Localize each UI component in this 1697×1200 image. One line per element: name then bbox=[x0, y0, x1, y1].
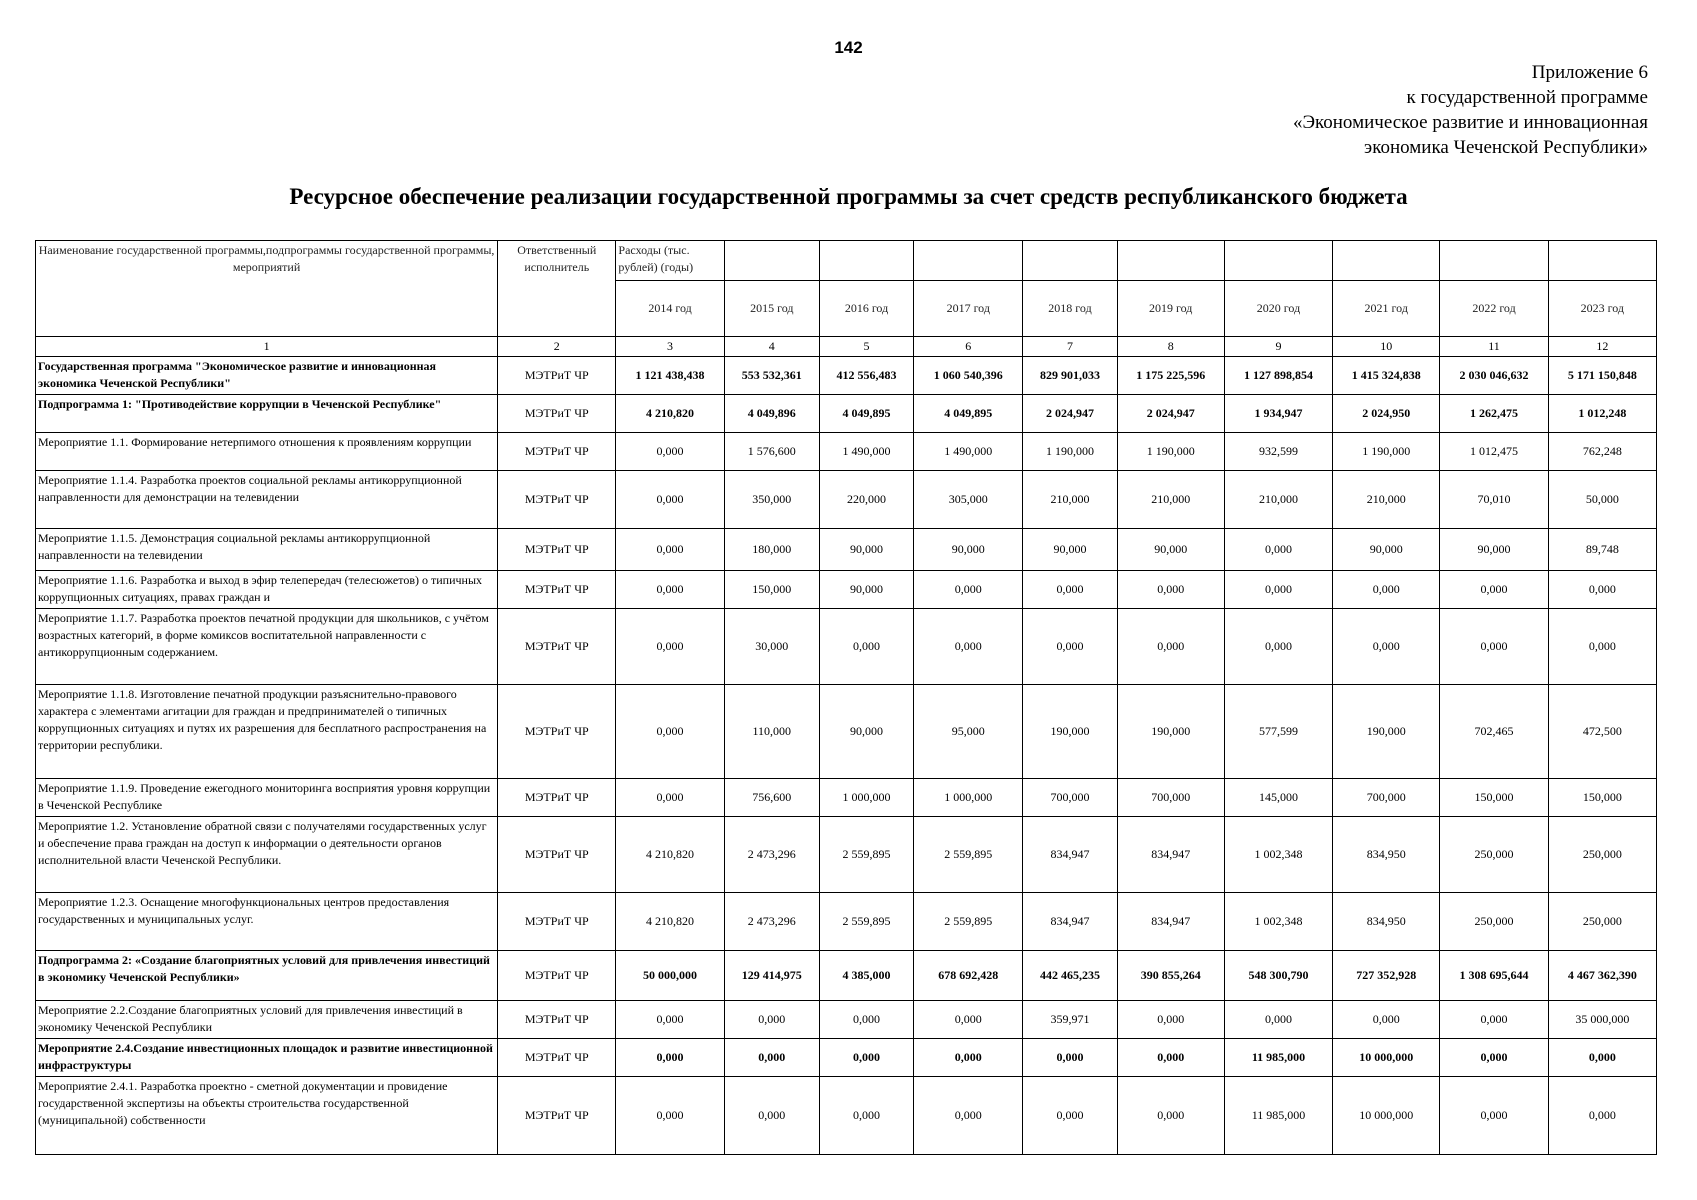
row-value: 0,000 bbox=[1023, 1077, 1117, 1155]
column-number: 1 bbox=[36, 337, 498, 357]
table-row bbox=[36, 685, 1657, 779]
row-value: 0,000 bbox=[819, 609, 913, 685]
header-empty-cell bbox=[1440, 241, 1548, 281]
table-row bbox=[36, 357, 1657, 395]
row-value: 0,000 bbox=[1023, 1039, 1117, 1077]
row-value: 2 559,895 bbox=[819, 817, 913, 893]
row-name: Мероприятие 1.1.5. Демонстрация социальной рекламы антикоррупционной направленности на телевидении bbox=[36, 529, 498, 571]
row-value: 762,248 bbox=[1548, 433, 1656, 471]
row-value: 350,000 bbox=[724, 471, 819, 529]
table-row bbox=[36, 951, 1657, 1001]
row-value: 0,000 bbox=[1548, 1039, 1656, 1077]
row-value: 1 576,600 bbox=[724, 433, 819, 471]
row-name: Мероприятие 1.1.7. Разработка проектов печатной продукции для школьников, с учётом возрастных категорий, в форме комиксов воспитательной направленности с антикоррупционным содержанием. bbox=[36, 609, 498, 685]
row-value: 1 934,947 bbox=[1224, 395, 1332, 433]
header-year: 2015 год bbox=[724, 281, 819, 337]
row-value: 0,000 bbox=[914, 1039, 1023, 1077]
row-value: 0,000 bbox=[616, 1001, 724, 1039]
row-name: Мероприятие 1.2. Установление обратной связи с получателями государственных услуг и обеспечение права граждан на доступ к информации о деятельности органов исполнительной власти Чеченской Республики. bbox=[36, 817, 498, 893]
row-value: 834,947 bbox=[1117, 893, 1224, 951]
row-executor: МЭТРиТ ЧР bbox=[498, 395, 616, 433]
column-number: 11 bbox=[1440, 337, 1548, 357]
row-executor: МЭТРиТ ЧР bbox=[498, 471, 616, 529]
header-empty-cell bbox=[914, 241, 1023, 281]
row-name: Подпрограмма 1: "Противодействие коррупции в Чеченской Республике" bbox=[36, 395, 498, 433]
row-value: 1 490,000 bbox=[819, 433, 913, 471]
row-executor: МЭТРиТ ЧР bbox=[498, 1039, 616, 1077]
table-row bbox=[36, 1001, 1657, 1039]
row-value: 11 985,000 bbox=[1224, 1077, 1332, 1155]
row-value: 727 352,928 bbox=[1333, 951, 1440, 1001]
header-year: 2019 год bbox=[1117, 281, 1224, 337]
header-expenses: Расходы (тыс. рублей) (годы) bbox=[616, 241, 724, 281]
row-value: 0,000 bbox=[1548, 609, 1656, 685]
row-value: 2 030 046,632 bbox=[1440, 357, 1548, 395]
row-executor: МЭТРиТ ЧР bbox=[498, 433, 616, 471]
header-empty-cell bbox=[724, 241, 819, 281]
column-number: 7 bbox=[1023, 337, 1117, 357]
row-value: 180,000 bbox=[724, 529, 819, 571]
row-value: 11 985,000 bbox=[1224, 1039, 1332, 1077]
document-title: Ресурсное обеспечение реализации государственной программы за счет средств республиканского бюджета bbox=[289, 184, 1408, 209]
header-year: 2021 год bbox=[1333, 281, 1440, 337]
row-executor: МЭТРиТ ЧР bbox=[498, 1077, 616, 1155]
row-name: Мероприятие 2.2.Создание благоприятных условий для привлечения инвестиций в экономику Чеченской Республики bbox=[36, 1001, 498, 1039]
row-value: 1 060 540,396 bbox=[914, 357, 1023, 395]
row-value: 1 190,000 bbox=[1023, 433, 1117, 471]
row-value: 390 855,264 bbox=[1117, 951, 1224, 1001]
row-value: 10 000,000 bbox=[1333, 1077, 1440, 1155]
table-row bbox=[36, 571, 1657, 609]
row-value: 2 024,950 bbox=[1333, 395, 1440, 433]
column-number: 4 bbox=[724, 337, 819, 357]
row-value: 0,000 bbox=[1333, 609, 1440, 685]
row-value: 1 002,348 bbox=[1224, 817, 1332, 893]
row-value: 0,000 bbox=[1440, 1077, 1548, 1155]
row-executor: МЭТРиТ ЧР bbox=[498, 951, 616, 1001]
row-value: 577,599 bbox=[1224, 685, 1332, 779]
row-value: 250,000 bbox=[1548, 893, 1656, 951]
row-value: 1 415 324,838 bbox=[1333, 357, 1440, 395]
row-value: 4 210,820 bbox=[616, 395, 724, 433]
row-value: 0,000 bbox=[1440, 571, 1548, 609]
row-value: 220,000 bbox=[819, 471, 913, 529]
table-row bbox=[36, 529, 1657, 571]
row-executor: МЭТРиТ ЧР bbox=[498, 571, 616, 609]
row-value: 548 300,790 bbox=[1224, 951, 1332, 1001]
row-value: 0,000 bbox=[616, 571, 724, 609]
column-number: 10 bbox=[1333, 337, 1440, 357]
row-name: Мероприятие 1.1.4. Разработка проектов социальной рекламы антикоррупционной направленности для демонстрации на телевидении bbox=[36, 471, 498, 529]
row-value: 90,000 bbox=[914, 529, 1023, 571]
row-name: Государственная программа "Экономическое развитие и инновационная экономика Чеченской Республики" bbox=[36, 357, 498, 395]
row-value: 1 175 225,596 bbox=[1117, 357, 1224, 395]
row-executor: МЭТРиТ ЧР bbox=[498, 1001, 616, 1039]
row-value: 129 414,975 bbox=[724, 951, 819, 1001]
row-executor: МЭТРиТ ЧР bbox=[498, 357, 616, 395]
row-value: 0,000 bbox=[724, 1039, 819, 1077]
row-executor: МЭТРиТ ЧР bbox=[498, 893, 616, 951]
row-value: 150,000 bbox=[1548, 779, 1656, 817]
row-value: 190,000 bbox=[1023, 685, 1117, 779]
row-value: 4 210,820 bbox=[616, 817, 724, 893]
row-name: Мероприятие 1.1.8. Изготовление печатной продукции разъяснительно-правового характера с элементами агитации для граждан и предпринимателей о типичных коррупционных ситуациях и путях их разрешения для бесплатного распространения на территории республики. bbox=[36, 685, 498, 779]
header-empty-cell bbox=[1333, 241, 1440, 281]
header-name: Наименование государственной программы,подпрограммы государственной программы, мероприятий bbox=[36, 241, 498, 337]
column-number: 8 bbox=[1117, 337, 1224, 357]
row-value: 0,000 bbox=[1333, 1001, 1440, 1039]
row-value: 0,000 bbox=[914, 609, 1023, 685]
row-value: 90,000 bbox=[819, 529, 913, 571]
row-value: 2 559,895 bbox=[914, 817, 1023, 893]
row-value: 4 210,820 bbox=[616, 893, 724, 951]
row-value: 0,000 bbox=[1224, 571, 1332, 609]
row-value: 1 190,000 bbox=[1117, 433, 1224, 471]
appendix-note bbox=[1293, 60, 1648, 160]
row-value: 2 473,296 bbox=[724, 893, 819, 951]
row-value: 1 121 438,438 bbox=[616, 357, 724, 395]
row-value: 1 012,475 bbox=[1440, 433, 1548, 471]
table-row bbox=[36, 1039, 1657, 1077]
row-value: 1 002,348 bbox=[1224, 893, 1332, 951]
row-executor: МЭТРиТ ЧР bbox=[498, 609, 616, 685]
appendix-line: к государственной программе bbox=[1406, 87, 1648, 108]
row-value: 210,000 bbox=[1224, 471, 1332, 529]
row-value: 190,000 bbox=[1333, 685, 1440, 779]
table-row bbox=[36, 609, 1657, 685]
row-value: 700,000 bbox=[1117, 779, 1224, 817]
row-value: 210,000 bbox=[1117, 471, 1224, 529]
row-name: Мероприятие 2.4.1. Разработка проектно - сметной документации и провидение государственной экспертизы на объекты строительства государственной (муниципальной) собственности bbox=[36, 1077, 498, 1155]
row-value: 472,500 bbox=[1548, 685, 1656, 779]
table-row bbox=[36, 1077, 1657, 1155]
row-value: 359,971 bbox=[1023, 1001, 1117, 1039]
header-year: 2016 год bbox=[819, 281, 913, 337]
row-value: 0,000 bbox=[1440, 1039, 1548, 1077]
appendix-line: экономика Чеченской Республики» bbox=[1364, 137, 1648, 158]
row-value: 0,000 bbox=[1440, 1001, 1548, 1039]
row-value: 250,000 bbox=[1440, 893, 1548, 951]
row-value: 0,000 bbox=[616, 1077, 724, 1155]
row-value: 4 049,896 bbox=[724, 395, 819, 433]
header-year: 2017 год bbox=[914, 281, 1023, 337]
header-year: 2020 год bbox=[1224, 281, 1332, 337]
row-value: 190,000 bbox=[1117, 685, 1224, 779]
row-value: 150,000 bbox=[724, 571, 819, 609]
row-value: 35 000,000 bbox=[1548, 1001, 1656, 1039]
row-value: 70,010 bbox=[1440, 471, 1548, 529]
row-value: 0,000 bbox=[914, 571, 1023, 609]
row-value: 756,600 bbox=[724, 779, 819, 817]
row-value: 250,000 bbox=[1440, 817, 1548, 893]
row-value: 4 467 362,390 bbox=[1548, 951, 1656, 1001]
table-row bbox=[36, 395, 1657, 433]
row-value: 150,000 bbox=[1440, 779, 1548, 817]
row-value: 834,947 bbox=[1023, 893, 1117, 951]
row-value: 1 012,248 bbox=[1548, 395, 1656, 433]
row-value: 0,000 bbox=[1548, 571, 1656, 609]
row-value: 95,000 bbox=[914, 685, 1023, 779]
row-value: 0,000 bbox=[1117, 571, 1224, 609]
row-value: 50,000 bbox=[1548, 471, 1656, 529]
row-value: 90,000 bbox=[1117, 529, 1224, 571]
row-value: 90,000 bbox=[1333, 529, 1440, 571]
row-value: 834,947 bbox=[1117, 817, 1224, 893]
column-number: 3 bbox=[616, 337, 724, 357]
column-number: 6 bbox=[914, 337, 1023, 357]
row-value: 834,947 bbox=[1023, 817, 1117, 893]
row-value: 553 532,361 bbox=[724, 357, 819, 395]
row-value: 250,000 bbox=[1548, 817, 1656, 893]
row-value: 0,000 bbox=[616, 779, 724, 817]
row-value: 210,000 bbox=[1023, 471, 1117, 529]
row-value: 0,000 bbox=[616, 433, 724, 471]
row-value: 4 049,895 bbox=[914, 395, 1023, 433]
row-value: 834,950 bbox=[1333, 893, 1440, 951]
row-value: 2 473,296 bbox=[724, 817, 819, 893]
table-row bbox=[36, 779, 1657, 817]
row-executor: МЭТРиТ ЧР bbox=[498, 529, 616, 571]
row-value: 702,465 bbox=[1440, 685, 1548, 779]
row-value: 442 465,235 bbox=[1023, 951, 1117, 1001]
header-year: 2014 год bbox=[616, 281, 724, 337]
column-number: 2 bbox=[498, 337, 616, 357]
row-value: 412 556,483 bbox=[819, 357, 913, 395]
row-value: 0,000 bbox=[616, 609, 724, 685]
row-value: 0,000 bbox=[819, 1039, 913, 1077]
row-executor: МЭТРиТ ЧР bbox=[498, 817, 616, 893]
header-empty-cell bbox=[1023, 241, 1117, 281]
row-name: Мероприятие 1.1. Формирование нетерпимого отношения к проявлениям коррупции bbox=[36, 433, 498, 471]
header-empty-cell bbox=[1117, 241, 1224, 281]
row-value: 1 490,000 bbox=[914, 433, 1023, 471]
row-name: Подпрограмма 2: «Создание благоприятных условий для привлечения инвестиций в экономику Чеченской Республики» bbox=[36, 951, 498, 1001]
row-value: 30,000 bbox=[724, 609, 819, 685]
row-value: 0,000 bbox=[1117, 1001, 1224, 1039]
budget-table bbox=[35, 240, 1657, 1155]
row-value: 1 262,475 bbox=[1440, 395, 1548, 433]
row-value: 90,000 bbox=[819, 685, 913, 779]
header-empty-cell bbox=[1224, 241, 1332, 281]
row-value: 90,000 bbox=[1023, 529, 1117, 571]
header-year: 2018 год bbox=[1023, 281, 1117, 337]
row-value: 4 385,000 bbox=[819, 951, 913, 1001]
row-value: 700,000 bbox=[1023, 779, 1117, 817]
row-value: 0,000 bbox=[616, 685, 724, 779]
row-value: 0,000 bbox=[1224, 609, 1332, 685]
row-value: 2 024,947 bbox=[1023, 395, 1117, 433]
row-value: 0,000 bbox=[616, 1039, 724, 1077]
appendix-line: Приложение 6 bbox=[1531, 62, 1648, 83]
table-row bbox=[36, 817, 1657, 893]
row-value: 0,000 bbox=[616, 529, 724, 571]
row-value: 0,000 bbox=[1224, 1001, 1332, 1039]
row-value: 305,000 bbox=[914, 471, 1023, 529]
row-value: 145,000 bbox=[1224, 779, 1332, 817]
table-row bbox=[36, 893, 1657, 951]
header-year: 2023 год bbox=[1548, 281, 1656, 337]
row-name: Мероприятие 1.1.9. Проведение ежегодного мониторинга восприятия уровня коррупции в Чеченской Республике bbox=[36, 779, 498, 817]
row-value: 0,000 bbox=[914, 1001, 1023, 1039]
row-name: Мероприятие 2.4.Создание инвестиционных площадок и развитие инвестиционной инфраструктуры bbox=[36, 1039, 498, 1077]
row-value: 1 190,000 bbox=[1333, 433, 1440, 471]
table-row bbox=[36, 433, 1657, 471]
header-year: 2022 год bbox=[1440, 281, 1548, 337]
row-value: 0,000 bbox=[1224, 529, 1332, 571]
row-value: 0,000 bbox=[1548, 1077, 1656, 1155]
row-executor: МЭТРиТ ЧР bbox=[498, 685, 616, 779]
row-value: 0,000 bbox=[819, 1077, 913, 1155]
row-value: 1 000,000 bbox=[914, 779, 1023, 817]
row-value: 2 024,947 bbox=[1117, 395, 1224, 433]
table-row bbox=[36, 471, 1657, 529]
column-number: 9 bbox=[1224, 337, 1332, 357]
row-value: 0,000 bbox=[914, 1077, 1023, 1155]
row-value: 210,000 bbox=[1333, 471, 1440, 529]
row-value: 829 901,033 bbox=[1023, 357, 1117, 395]
row-value: 0,000 bbox=[1333, 571, 1440, 609]
row-value: 0,000 bbox=[1023, 571, 1117, 609]
row-value: 2 559,895 bbox=[914, 893, 1023, 951]
row-name: Мероприятие 1.1.6. Разработка и выход в эфир телепередач (телесюжетов) о типичных коррупционных ситуациях, правах граждан и bbox=[36, 571, 498, 609]
row-value: 1 000,000 bbox=[819, 779, 913, 817]
row-value: 110,000 bbox=[724, 685, 819, 779]
row-value: 4 049,895 bbox=[819, 395, 913, 433]
row-value: 0,000 bbox=[1440, 609, 1548, 685]
row-executor: МЭТРиТ ЧР bbox=[498, 779, 616, 817]
row-value: 1 127 898,854 bbox=[1224, 357, 1332, 395]
row-value: 0,000 bbox=[724, 1077, 819, 1155]
page-number: 142 bbox=[834, 38, 863, 57]
row-value: 0,000 bbox=[724, 1001, 819, 1039]
column-number: 12 bbox=[1548, 337, 1656, 357]
header-executor: Ответственный исполнитель bbox=[498, 241, 616, 337]
row-value: 834,950 bbox=[1333, 817, 1440, 893]
row-value: 0,000 bbox=[616, 471, 724, 529]
column-number: 5 bbox=[819, 337, 913, 357]
row-value: 0,000 bbox=[819, 1001, 913, 1039]
row-value: 2 559,895 bbox=[819, 893, 913, 951]
row-value: 90,000 bbox=[819, 571, 913, 609]
row-value: 678 692,428 bbox=[914, 951, 1023, 1001]
row-value: 5 171 150,848 bbox=[1548, 357, 1656, 395]
row-value: 700,000 bbox=[1333, 779, 1440, 817]
header-empty-cell bbox=[1548, 241, 1656, 281]
header-empty-cell bbox=[819, 241, 913, 281]
row-value: 90,000 bbox=[1440, 529, 1548, 571]
row-name: Мероприятие 1.2.3. Оснащение многофункциональных центров предоставления государственных и муниципальных услуг. bbox=[36, 893, 498, 951]
row-value: 0,000 bbox=[1117, 1077, 1224, 1155]
row-value: 89,748 bbox=[1548, 529, 1656, 571]
row-value: 0,000 bbox=[1117, 1039, 1224, 1077]
row-value: 10 000,000 bbox=[1333, 1039, 1440, 1077]
row-value: 932,599 bbox=[1224, 433, 1332, 471]
row-value: 1 308 695,644 bbox=[1440, 951, 1548, 1001]
row-value: 0,000 bbox=[1117, 609, 1224, 685]
row-value: 50 000,000 bbox=[616, 951, 724, 1001]
appendix-line: «Экономическое развитие и инновационная bbox=[1292, 112, 1648, 133]
row-value: 0,000 bbox=[1023, 609, 1117, 685]
